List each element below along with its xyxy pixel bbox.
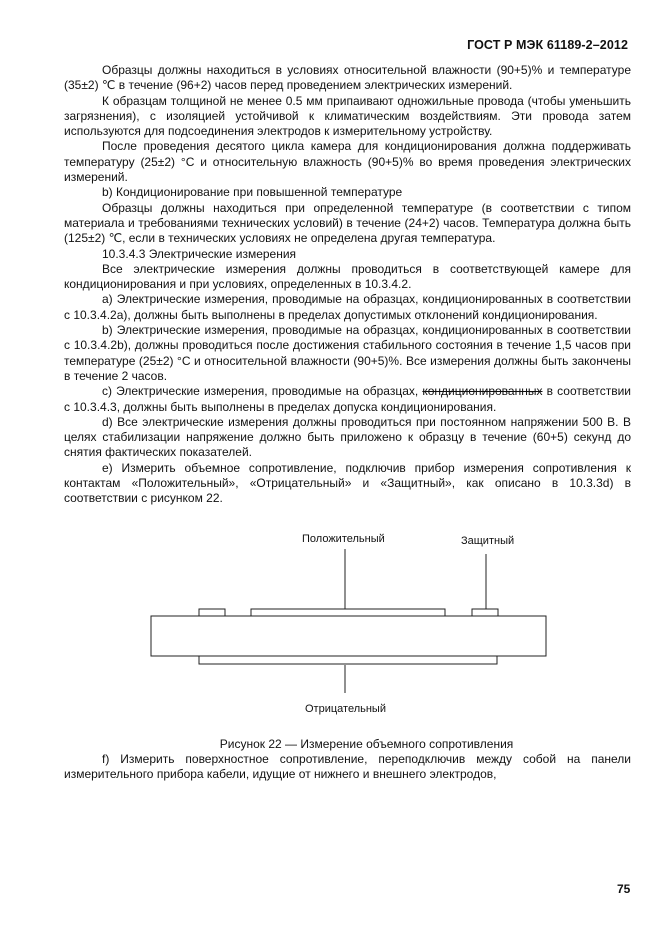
figure-caption: Рисунок 22 — Измерение объемного сопротивления xyxy=(219,736,514,751)
paragraph: e) Измерить объемное сопротивление, подключив прибор измерения сопротивления к контактам «Положительный», «Отрицательный» и «Защитный», как описано в 10.3.3d) в соответствии с рисунком 22. xyxy=(64,460,631,506)
label-negative: Отрицательный xyxy=(305,702,386,715)
paragraph-text: c) Электрические измерения, проводимые на образцах, xyxy=(102,384,423,399)
paragraph: К образцам толщиной не менее 0.5 мм припаивают одножильные провода (чтобы уменьшить загрязнения), с изоляцией устойчивой к климатическим воздействиям. Эти провода затем используются для подсоединения электродов к измерительному устройству. xyxy=(64,93,631,139)
paragraph: d) Все электрические измерения должны проводиться при постоянном напряжении 500 В. В целях стабилизации напряжение должно быть приложено к образцу в течение (60+5) секунд до снятия фактических показателей. xyxy=(64,414,631,460)
paragraph: После проведения десятого цикла камера для кондиционирования должна поддерживать температуру (25±2) °С и относительную влажность (90+5)% во время проведения электрических измерений. xyxy=(64,139,631,185)
paragraph: Образцы должны находиться в условиях относительной влажности (90+5)% и температуре (35±2) ℃ в течение (96+2) часов перед проведением электрических измерений. xyxy=(64,63,631,93)
paragraph xyxy=(64,384,631,415)
paragraph: Образцы должны находиться при определенной температуре (в соответствии с типом материала и требованиями технических условий) в течение (24+2) часов. Температура должна быть (125±2) ℃, если в технических условиях не определена другая температура. xyxy=(64,200,631,246)
paragraph: Все электрические измерения должны проводиться в соответствующей камере для кондиционирования и при условиях, определенных в 10.3.4.2. xyxy=(64,261,631,292)
section-heading: 10.3.4.3 Электрические измерения xyxy=(102,246,297,261)
electrode-negative xyxy=(199,656,497,664)
paragraph: f) Измерить поверхностное сопротивление, переподключив между собой на панели измерительного прибора кабели, идущие от нижнего и внешнего электродов, xyxy=(64,751,631,782)
paragraph: b) Кондиционирование при повышенной температуре xyxy=(102,185,403,200)
paragraph: b) Электрические измерения, проводимые на образцах, кондиционированных в соответствии с 10.3.4.2b), должны проводиться после достижения стабильного состояния в течение 1,5 часов при температуре (25±2) °С и относительной влажности (90+5)%. Все измерения должны быть закончены в течение 2 часов. xyxy=(64,323,631,383)
electrode-guard-right xyxy=(472,609,498,616)
specimen-body xyxy=(151,616,546,656)
paragraph: a) Электрические измерения, проводимые на образцах, кондиционированных в соответствии с 10.3.4.2а), должны быть выполнены в пределах допустимых отклонений кондиционирования. xyxy=(64,292,631,322)
document-header: ГОСТ Р МЭК 61189-2–2012 xyxy=(467,38,628,52)
page-number: 75 xyxy=(617,882,631,896)
label-guard: Защитный xyxy=(461,534,515,547)
electrode-guard-left xyxy=(199,609,225,616)
figure-22 xyxy=(64,507,631,737)
paragraph-text: в соответствии с 10.3.4.3, должны быть выполнены в пределах допуска кондиционирования. xyxy=(64,384,631,414)
page-body xyxy=(64,63,631,783)
label-positive: Положительный xyxy=(302,532,385,545)
strikethrough-text: кондиционированных xyxy=(422,384,543,399)
electrode-positive xyxy=(251,609,445,616)
